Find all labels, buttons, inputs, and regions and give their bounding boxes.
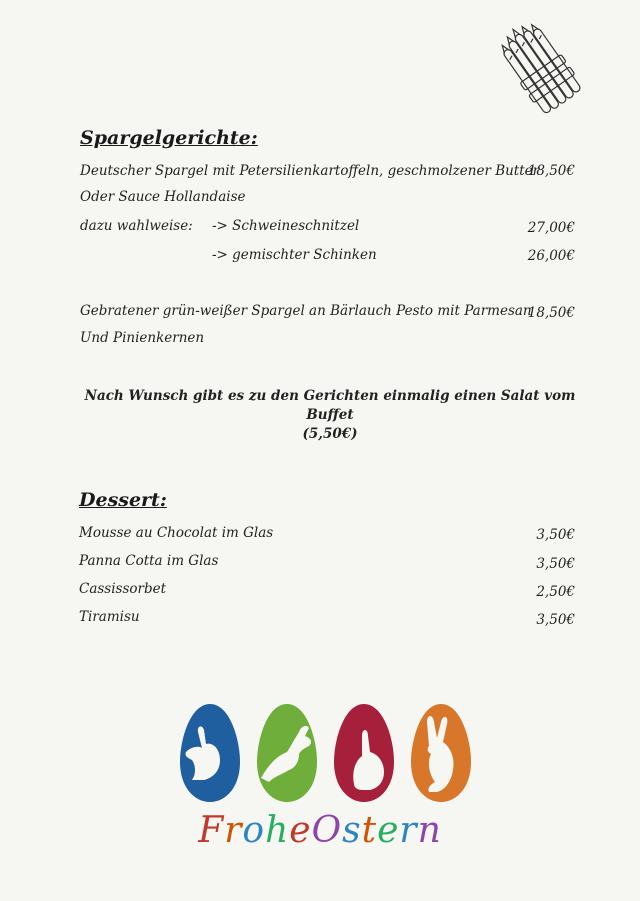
easter-greeting-text: FroheOstern bbox=[198, 810, 442, 851]
egg-orange-icon bbox=[411, 704, 471, 802]
option-2-label: -> gemischter Schinken bbox=[212, 247, 377, 263]
option-1-price: 27,00€ bbox=[527, 220, 575, 236]
dish-2-price: 18,50€ bbox=[527, 305, 575, 321]
dessert-item-price: 3,50€ bbox=[536, 556, 575, 572]
egg-blue-icon bbox=[180, 704, 240, 802]
dessert-item-name: Tiramisu bbox=[79, 609, 140, 625]
options-label: dazu wahlweise: bbox=[80, 218, 193, 234]
egg-green-icon bbox=[257, 704, 317, 802]
salad-note bbox=[60, 387, 600, 444]
section-heading-dessert: Dessert: bbox=[79, 489, 167, 511]
easter-eggs-logo bbox=[175, 700, 475, 805]
dessert-item-price: 3,50€ bbox=[536, 612, 575, 628]
asparagus-illustration-icon bbox=[488, 12, 598, 122]
dish-1-line-1: Deutscher Spargel mit Petersilienkartoffeln, geschmolzener Butter bbox=[80, 163, 540, 179]
option-2-price: 26,00€ bbox=[527, 248, 575, 264]
dish-1-price: 18,50€ bbox=[527, 163, 575, 179]
dessert-item-name: Cassissorbet bbox=[79, 581, 167, 597]
dish-1-line-2: Oder Sauce Hollandaise bbox=[80, 189, 246, 205]
section-heading-spargel: Spargelgerichte: bbox=[80, 127, 258, 149]
option-1-label: -> Schweineschnitzel bbox=[212, 218, 360, 234]
dessert-item-price: 3,50€ bbox=[536, 527, 575, 543]
dish-2-line-1: Gebratener grün-weißer Spargel an Bärlauch Pesto mit Parmesan bbox=[80, 303, 532, 319]
dessert-item-price: 2,50€ bbox=[536, 584, 575, 600]
dessert-item-name: Panna Cotta im Glas bbox=[79, 553, 219, 569]
salad-note-line-2: (5,50€) bbox=[302, 426, 358, 442]
salad-note-line-1: Nach Wunsch gibt es zu den Gerichten einmalig einen Salat vom Buffet bbox=[84, 388, 576, 423]
dessert-item-name: Mousse au Chocolat im Glas bbox=[79, 525, 274, 541]
easter-greeting bbox=[0, 810, 640, 851]
dish-2-line-2: Und Pinienkernen bbox=[80, 330, 205, 346]
egg-red-icon bbox=[334, 704, 394, 802]
